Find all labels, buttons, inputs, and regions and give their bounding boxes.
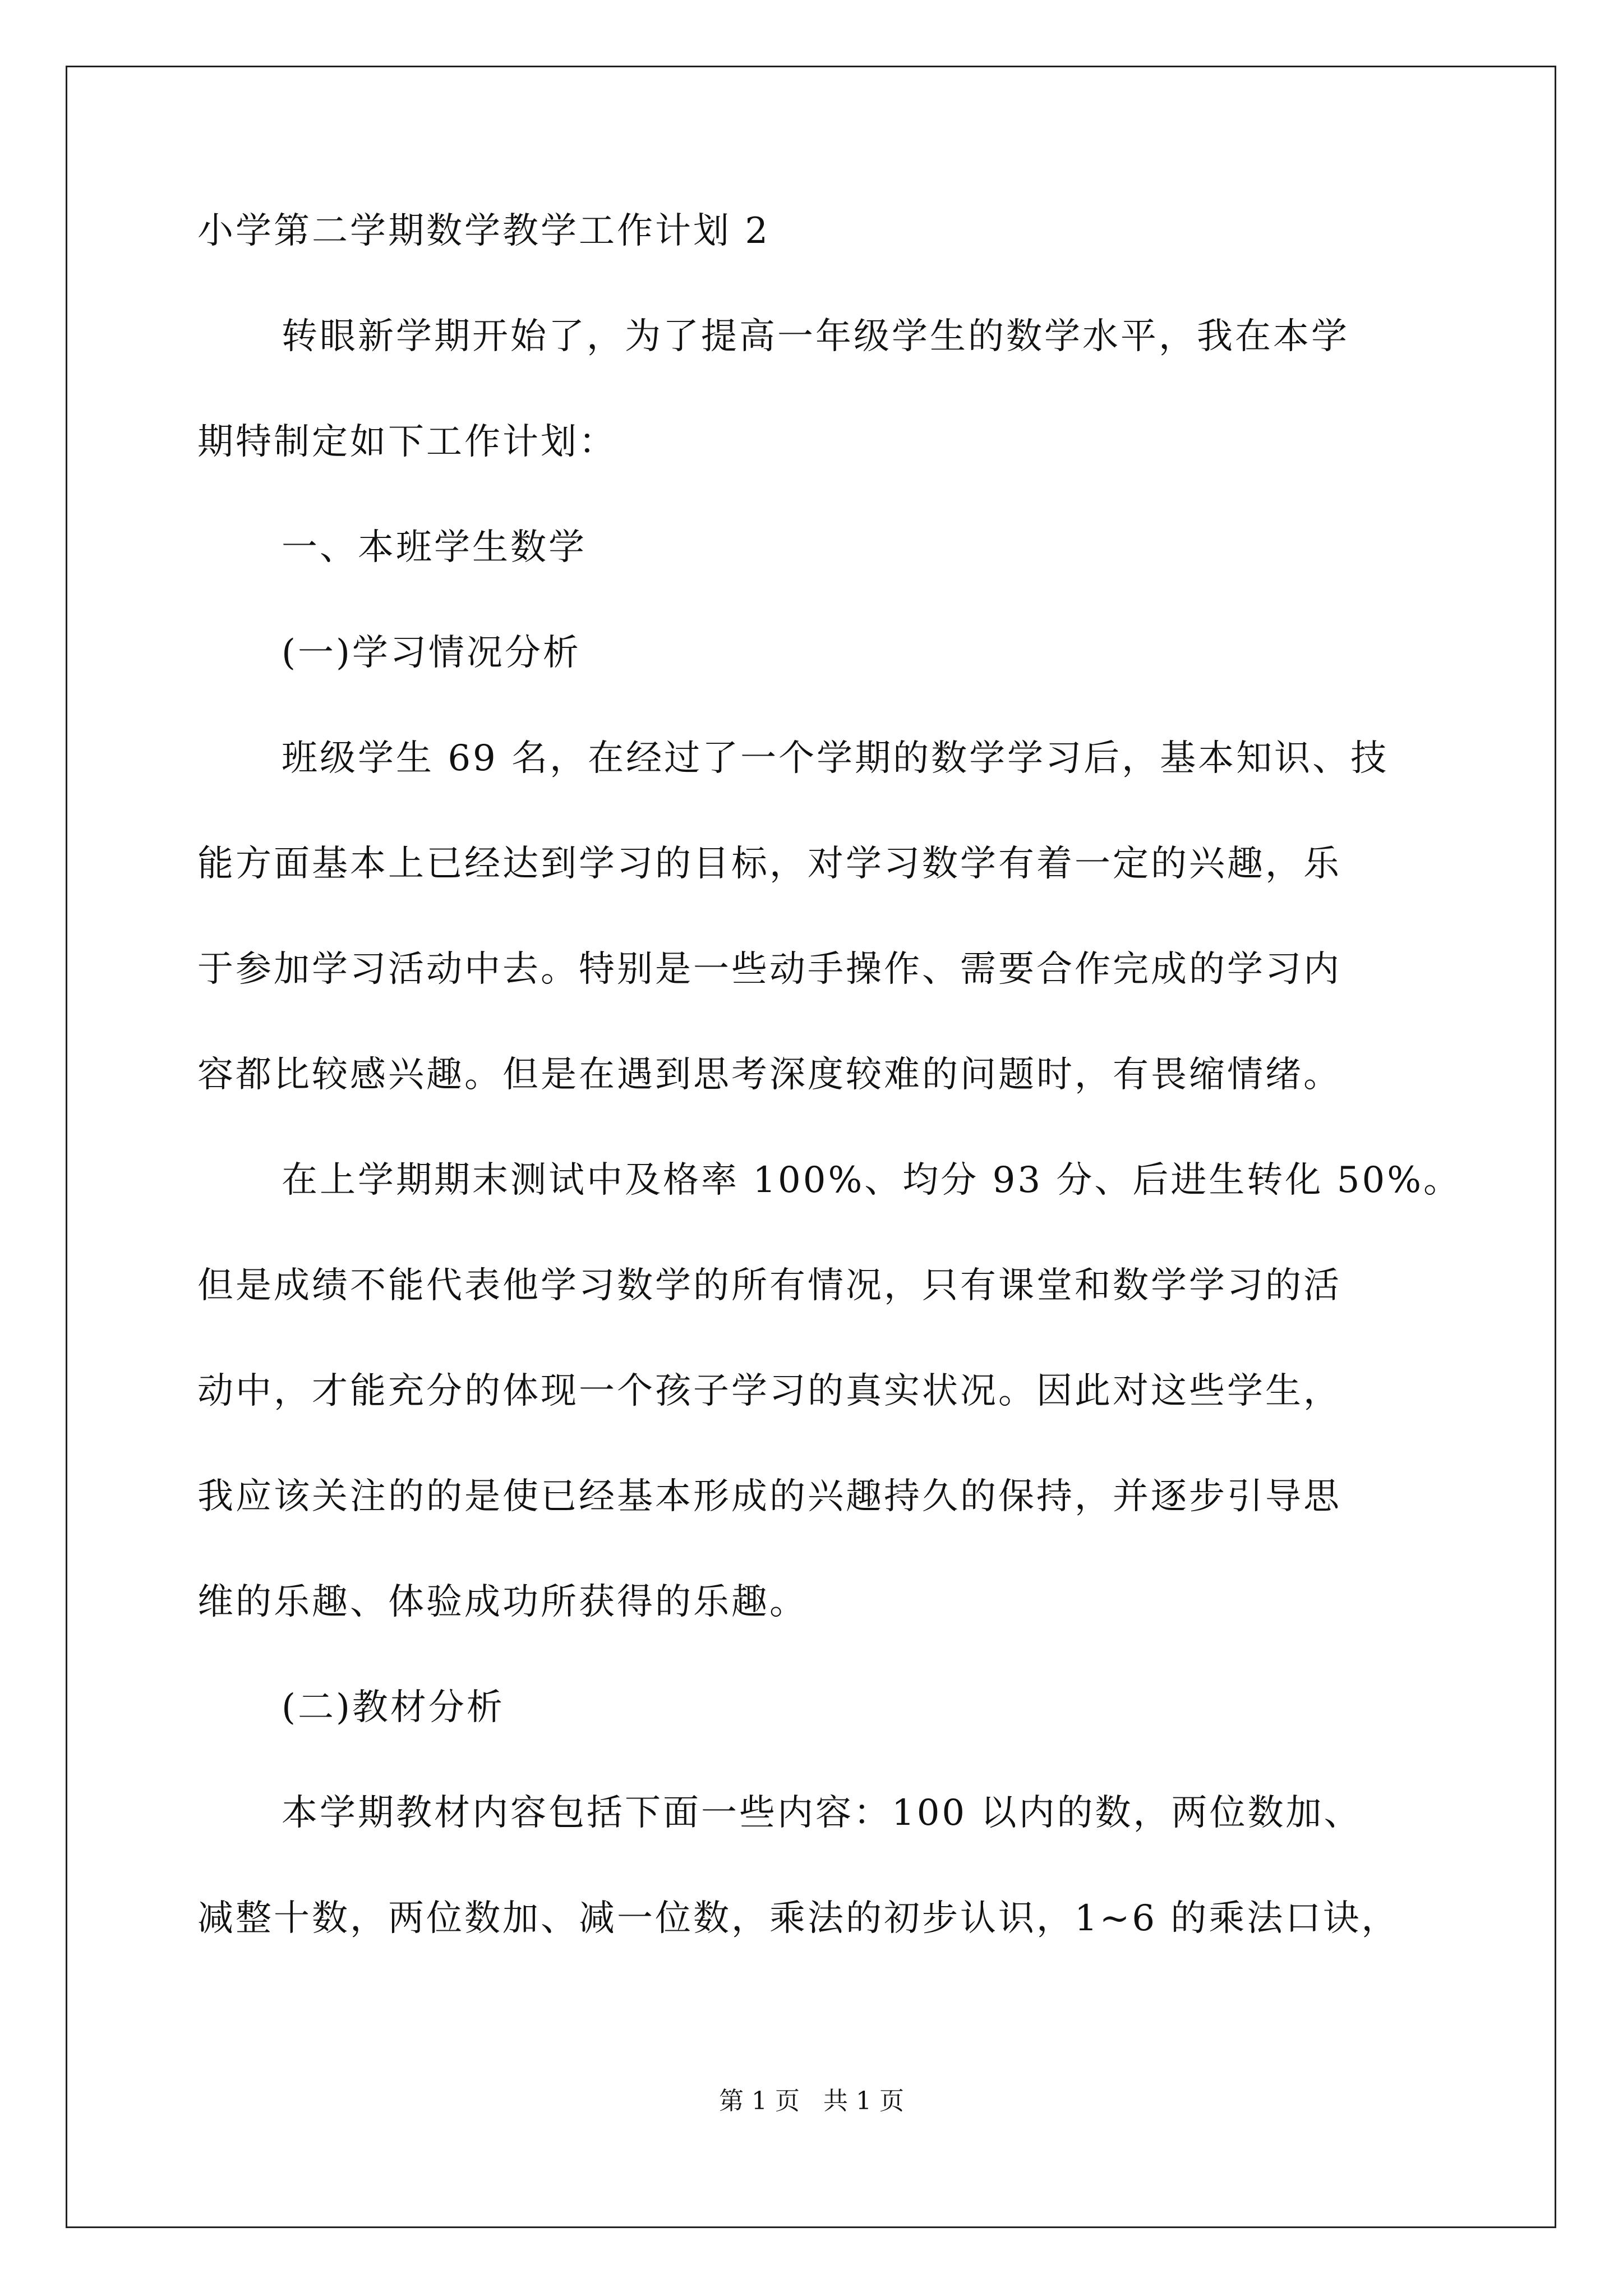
paragraph-line: 能方面基本上已经达到学习的目标，对学习数学有着一定的兴趣，乐 (197, 843, 1341, 885)
subsection-heading: (二)教材分析 (282, 1687, 505, 1728)
paragraph-line: 班级学生 69 名，在经过了一个学期的数学学习后，基本知识、技 (282, 738, 1389, 779)
page-footer: 第 1 页 共 1 页 (719, 2087, 904, 2115)
paragraph-line: 减整十数，两位数加、减一位数，乘法的初步认识，1~6 的乘法口诀， (197, 1898, 1400, 1939)
paragraph-line: 维的乐趣、体验成功所获得的乐趣。 (197, 1581, 808, 1623)
paragraph-line: 期特制定如下工作计划： (197, 421, 617, 463)
paragraph-line: 动中，才能充分的体现一个孩子学习的真实状况。因此对这些学生， (197, 1370, 1341, 1412)
paragraph-line: 但是成绩不能代表他学习数学的所有情况，只有课堂和数学学习的活 (197, 1265, 1341, 1306)
paragraph-line: 转眼新学期开始了，为了提高一年级学生的数学水平，我在本学 (282, 316, 1349, 357)
section-heading: 一、本班学生数学 (282, 527, 587, 568)
paragraph-line: 本学期教材内容包括下面一些内容：100 以内的数，两位数加、 (282, 1792, 1362, 1834)
paragraph-line: 于参加学习活动中去。特别是一些动手操作、需要合作完成的学习内 (197, 949, 1341, 990)
subsection-heading: (一)学习情况分析 (282, 632, 581, 674)
paragraph-line: 容都比较感兴趣。但是在遇到思考深度较难的问题时，有畏缩情绪。 (197, 1054, 1341, 1096)
paragraph-line: 在上学期期末测试中及格率 100%、均分 93 分、后进生转化 50%。 (282, 1159, 1462, 1201)
document-title: 小学第二学期数学教学工作计划 2 (197, 210, 771, 252)
paragraph-line: 我应该关注的的是使已经基本形成的兴趣持久的保持，并逐步引导思 (197, 1476, 1341, 1517)
